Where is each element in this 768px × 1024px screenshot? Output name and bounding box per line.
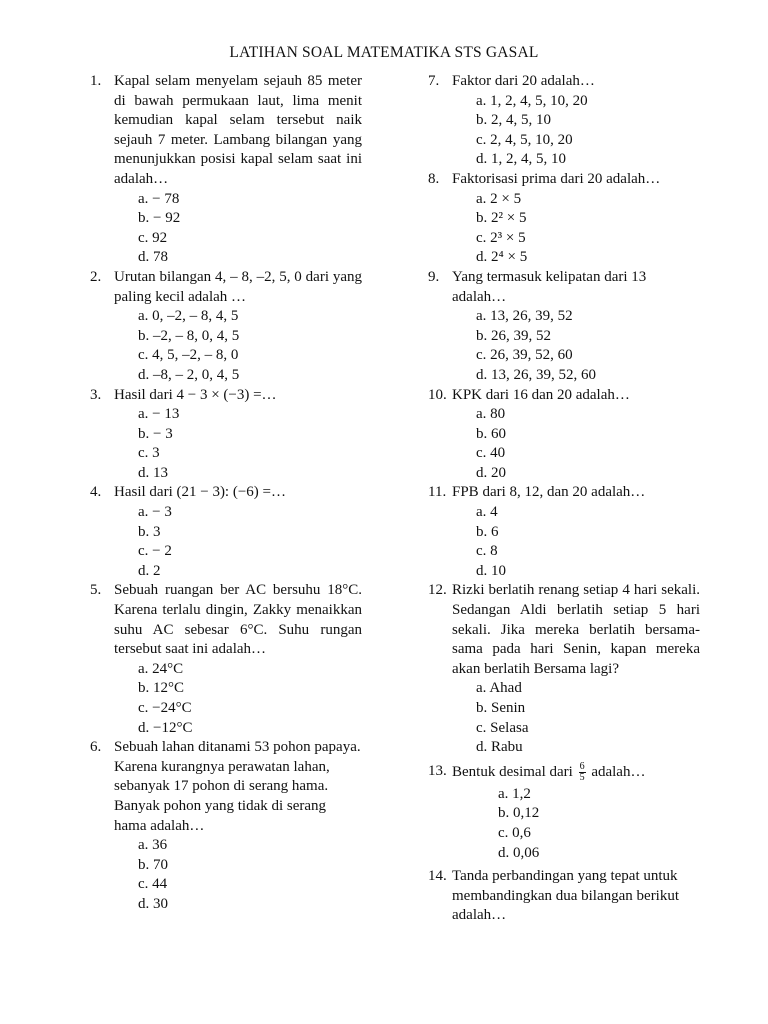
option-list [452,785,700,863]
option-a[interactable]: a. 1,2 [498,785,531,802]
option-b[interactable]: b. 0,12 [498,805,540,822]
question-text: Yang termasuk kelipatan dari 13 adalah… [452,268,647,305]
question-number: 2. [90,268,102,285]
question-10 [428,386,700,484]
option-c[interactable]: c. 26, 39, 52, 60 [476,347,573,364]
question-text: Urutan bilangan 4, – 8, –2, 5, 0 dari yang paling kecil adalah … [114,268,362,305]
option-d[interactable]: d. 10 [476,562,506,579]
fraction [579,762,586,783]
question-12 [428,581,700,757]
option-b[interactable]: b. 2² × 5 [476,210,527,227]
question-13 [428,762,700,863]
option-d[interactable]: d. Rabu [476,739,523,756]
option-list [114,836,362,914]
question-text: Hasil dari 4 − 3 × (−3) =… [114,386,277,403]
question-number: 5. [90,582,102,599]
option-c[interactable]: c. 2, 4, 5, 10, 20 [476,131,573,148]
option-list [452,92,700,170]
option-c[interactable]: c. 4, 5, –2, – 8, 0 [138,347,239,364]
question-number: 6. [90,739,102,756]
option-list [114,190,362,268]
question-number: 14. [428,868,447,885]
page-title: LATIHAN SOAL MATEMATIKA STS GASAL [229,44,539,61]
option-c[interactable]: c. 0,6 [498,824,531,841]
option-a[interactable]: a. 13, 26, 39, 52 [476,308,573,325]
option-list [114,660,362,738]
option-b[interactable]: b. Senin [476,700,526,716]
question-5 [90,581,362,738]
option-d[interactable]: d. –8, – 2, 0, 4, 5 [138,366,240,383]
option-list [452,503,700,581]
option-a[interactable]: a. 80 [476,406,506,423]
option-a[interactable]: a. 4 [476,504,498,521]
question-text: Hasil dari (21 − 3): (−6) =… [114,484,287,501]
option-b[interactable]: b. 3 [138,523,161,540]
option-b[interactable]: b. 60 [476,425,506,442]
question-number: 10. [428,386,447,403]
question-text: Faktorisasi prima dari 20 adalah… [452,170,661,187]
question-1 [90,72,362,268]
option-a[interactable]: a. 36 [138,837,168,854]
option-c[interactable]: c. 40 [476,445,506,462]
option-b[interactable]: b. 26, 39, 52 [476,327,551,344]
question-text [452,762,700,783]
option-b[interactable]: b. –2, – 8, 0, 4, 5 [138,327,240,344]
question-text: Sebuah ruangan ber AC bersuhu 18°C. Karena terlalu dingin, Zakky menaikkan suhu AC sebesar 6°C. Suhu rungan tersebut saat ini adalah… [114,582,362,658]
question-text: FPB dari 8, 12, dan 20 adalah… [452,484,646,501]
option-d[interactable]: d. 2⁴ × 5 [476,249,528,266]
option-a[interactable]: a. 2 × 5 [476,190,522,207]
option-list [452,679,700,757]
option-d[interactable]: d. 30 [138,895,168,912]
option-a[interactable]: a. 0, –2, – 8, 4, 5 [138,308,239,325]
option-a[interactable]: a. − 3 [138,504,172,521]
question-7 [428,72,700,170]
option-a[interactable]: a. − 13 [138,406,180,423]
option-list [114,405,362,483]
option-c[interactable]: c. −24°C [138,700,192,716]
question-number: 11. [428,484,447,501]
question-text-after: adalah… [587,763,646,780]
option-d[interactable]: d. −12°C [138,719,193,736]
option-c[interactable]: c. 8 [476,543,498,560]
option-b[interactable]: b. 12°C [138,680,185,697]
option-b[interactable]: b. 6 [476,523,499,540]
question-number: 3. [90,386,102,403]
question-14 [428,867,700,926]
question-number: 4. [90,484,102,501]
question-number: 12. [428,582,447,599]
question-3 [90,386,362,484]
option-list [452,405,700,483]
option-d[interactable]: d. 1, 2, 4, 5, 10 [476,151,566,168]
question-9 [428,268,700,386]
option-a[interactable]: a. 24°C [138,660,184,677]
question-text: Tanda perbandingan yang tepat untuk membandingkan dua bilangan berikut adalah… [452,868,680,924]
option-d[interactable]: d. 2 [138,562,161,579]
question-8 [428,170,700,268]
option-list [114,503,362,581]
option-c[interactable]: c. Selasa [476,719,529,736]
question-number: 1. [90,73,102,89]
option-d[interactable]: d. 20 [476,464,506,481]
option-list [452,190,700,268]
option-d[interactable]: d. 13, 26, 39, 52, 60 [476,366,596,383]
option-c[interactable]: c. − 2 [138,543,172,560]
question-text: Sebuah lahan ditanami 53 pohon papaya. Karena kurangnya perawatan lahan, sebanyak 17 pohon di serang hama. Banyak pohon yang tidak di serang hama adalah… [114,739,361,834]
option-b[interactable]: b. 70 [138,856,168,873]
question-text: Rizki berlatih renang setiap 4 hari sekali. Sedangan Aldi berlatih setiap 5 hari sekali. Jika mereka berlatih bersama-sama pada hari Senin, kapan mereka akan berlatih Bersama lagi? [452,582,700,677]
question-4 [90,483,362,581]
question-text: Faktor dari 20 adalah… [452,73,595,89]
question-6 [90,738,362,914]
right-column [428,72,700,926]
option-b[interactable]: b. − 3 [138,425,173,442]
option-list [452,307,700,385]
option-d[interactable]: d. 13 [138,464,168,481]
fraction-numerator: 6 [579,760,585,772]
option-list [114,307,362,385]
question-text: KPK dari 16 dan 20 adalah… [452,386,630,403]
option-c[interactable]: c. 2³ × 5 [476,229,526,246]
question-text-before: Bentuk desimal dari [452,763,577,780]
option-a[interactable]: a. 1, 2, 4, 5, 10, 20 [476,92,588,109]
question-number: 13. [428,762,447,779]
option-a[interactable]: a. − 78 [138,190,180,207]
option-c[interactable]: c. 3 [138,445,160,462]
option-c[interactable]: c. 44 [138,876,168,893]
question-2 [90,268,362,386]
question-number: 8. [428,170,440,187]
left-column [90,72,362,915]
option-b[interactable]: b. 2, 4, 5, 10 [476,112,551,129]
option-c[interactable]: c. 92 [138,229,168,246]
option-b[interactable]: b. − 92 [138,210,181,227]
question-11 [428,483,700,581]
fraction-denominator: 5 [579,771,585,783]
option-d[interactable]: d. 78 [138,249,168,266]
option-d[interactable]: d. 0,06 [498,844,540,861]
option-a[interactable]: a. Ahad [476,680,522,697]
question-text: Kapal selam menyelam sejauh 85 meter di bawah permukaan laut, lima menit kemudian kapal selam tersebut naik sejauh 7 meter. Lambang bilangan yang menunjukkan posisi kapal selam saat ini adalah… [114,73,362,187]
question-number: 7. [428,73,440,89]
question-number: 9. [428,268,440,285]
